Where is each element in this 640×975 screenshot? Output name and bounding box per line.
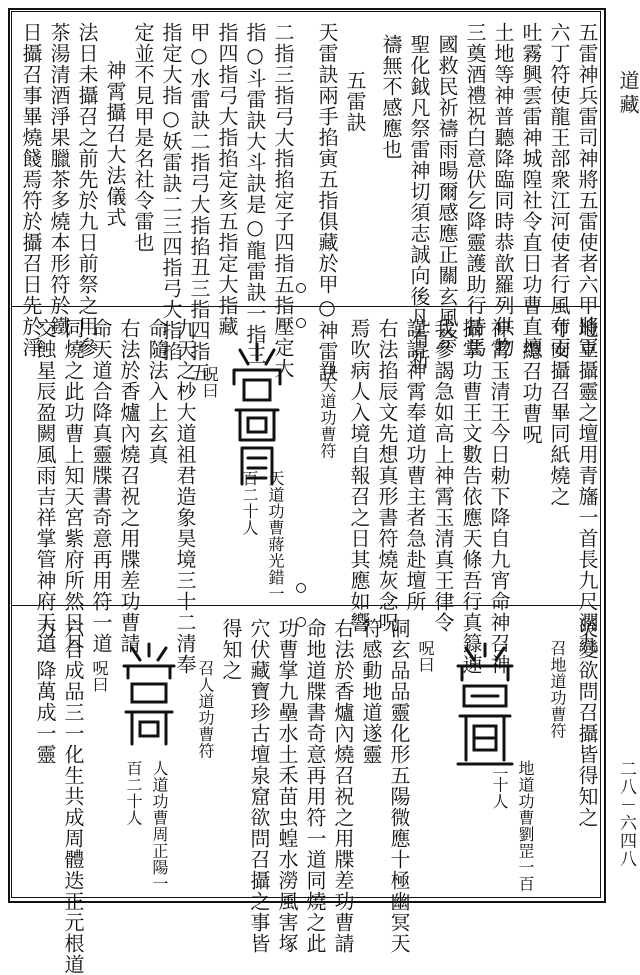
section-heading: 召人道功曹符 xyxy=(196,660,215,759)
text-column: 功曹掌九壘水土禾苗虫蝗水澇風害塚 xyxy=(275,618,299,954)
section-heading: 五雷訣 xyxy=(343,70,367,133)
text-column: 國救民祈禱雨暘爾感應正關玄風祭 xyxy=(435,34,459,349)
text-column: 命天道合降真靈牒書奇意再用符一道 xyxy=(89,318,113,654)
text-column: 符感動地道遂靈 xyxy=(359,618,383,765)
talisman-seal xyxy=(118,640,180,750)
text-column: 五雷神兵雷司神將五雷使者六甲將軍 xyxy=(575,22,599,358)
text-column: 二十人 xyxy=(490,760,509,810)
text-column: 法日未攝召之前先於九日前祭之用參 xyxy=(75,22,99,358)
text-column: 得知之 xyxy=(219,618,243,681)
text-column: 右法於香爐內燒召祝之用牒差功曹請 xyxy=(331,618,355,954)
text-column: 禱無不感應也 xyxy=(379,34,403,160)
seal-glyph xyxy=(228,340,286,490)
text-column: 百二十人 xyxy=(240,470,259,536)
binding-hole xyxy=(296,318,306,328)
text-column: 災變欲問召攝皆得知之 xyxy=(575,618,599,828)
section-heading: 總召功曹呪 xyxy=(519,340,543,445)
seal-glyph xyxy=(452,640,518,770)
section-heading: 召地道功曹符 xyxy=(548,640,567,739)
text-column: 交蝕星辰盈闕風雨吉祥掌管神府天道 xyxy=(33,318,57,654)
text-column: 穴伏藏寶珍古壇泉窟欲問召攝之事皆 xyxy=(247,618,271,954)
text-column: 天道功曹蔣光錯一 xyxy=(266,470,285,602)
text-column: 攝掌功曹王文數告依應天條吾行真籙速 xyxy=(459,318,483,675)
incantation-label: 呪曰 xyxy=(200,366,219,399)
section-heading: 召天道功曹符 xyxy=(318,360,337,459)
text-column: 茶湯清酒淨果臘茶多燒本形符於鐵 xyxy=(47,22,71,337)
talisman-seal xyxy=(452,640,518,770)
text-column: 我參謁急如高上神霄玉清真王律令 xyxy=(431,318,455,633)
text-column: 命地道牒書奇意再用符一道同燒之此 xyxy=(303,618,327,954)
text-column: 命隨法入上玄真 xyxy=(145,318,169,465)
text-column: 人道功曹周正陽一 xyxy=(150,760,169,892)
text-column: 地立攝靈之壇用青旛一首長九尺濶九 xyxy=(575,318,599,654)
talisman-seal xyxy=(228,340,286,490)
text-column: 聖化鉞凡祭雷神切須志誠向後凡有祈 xyxy=(407,34,431,370)
text-column: 日攝召事畢燒餞焉符於攝召日先於淨 xyxy=(19,22,43,358)
section-heading: 神霄攝召大法儀式 xyxy=(103,60,127,228)
text-column: 力一降萬成一靈 xyxy=(33,618,57,765)
text-column: 指定大指○妖雷訣二三四指弓大指掐 xyxy=(159,22,183,362)
text-column: 二指三指弓大指掐定子四指五指壓定大 xyxy=(271,22,295,379)
text-column: 洞玄品品靈化形五陽微應十極幽冥天 xyxy=(387,618,411,954)
text-column: 吐霧興雲雷神城隍社令直日功曹直壇 xyxy=(519,22,543,358)
binding-hole xyxy=(296,583,306,593)
page-number: 二八－六四八 xyxy=(616,760,636,868)
text-column: 六丁符使龍王部衆江河使者行風布雨 xyxy=(547,22,571,358)
text-column: 寸安攝召畢同紙燒之 xyxy=(547,318,571,507)
text-column: 天雷訣兩手掐寅五指俱藏於甲○神雷訣 xyxy=(315,22,339,383)
text-column: 指四指弓大指掐定亥五指定大指藏 xyxy=(215,22,239,337)
text-column: 右法掐辰文先想真形書符燒灰念呪 xyxy=(375,318,399,633)
book-title: 道藏 xyxy=(616,70,640,118)
text-column: 同燒之此功曹上知天宮紫府所然日月 xyxy=(61,318,85,654)
text-column: 三奠酒禮祝白意伏乞降靈護助行持馬 xyxy=(463,22,487,358)
text-column: 神霄玉清王今日勅下降自九宵命神召神 xyxy=(487,318,511,675)
incantation-label: 呪曰 xyxy=(90,660,109,693)
text-column: 土地等神普聽降臨同時恭歆羅列供物 xyxy=(491,22,515,358)
incantation-label: 呪曰 xyxy=(416,640,435,673)
text-column: 地道功曹劉罡一百 xyxy=(516,760,535,892)
seal-glyph xyxy=(118,640,180,750)
text-column: 九天之杪大道祖君造象昊境三十二清奉 xyxy=(173,318,197,675)
text-column: 百二十人 xyxy=(124,760,143,826)
text-column: 定並不見甲是名社令雷也 xyxy=(131,22,155,253)
text-column: 指○斗雷訣大斗訣是○龍雷訣一指三 xyxy=(243,22,267,366)
text-column: 謹請神霄奉道功曹主者急赴壇所 xyxy=(403,318,427,612)
text-column: 右法於香爐內燒召祝之用牒差功曹請 xyxy=(117,318,141,654)
text-column: 甲○水雷訣二指弓大指掐丑三指四指五 xyxy=(187,22,211,383)
text-column: 焉吹病人入境自報召之日其應如響 xyxy=(347,318,371,633)
text-column: 六合成品三一化生共成周體迭正元根道 xyxy=(61,618,85,975)
binding-hole xyxy=(296,283,306,293)
